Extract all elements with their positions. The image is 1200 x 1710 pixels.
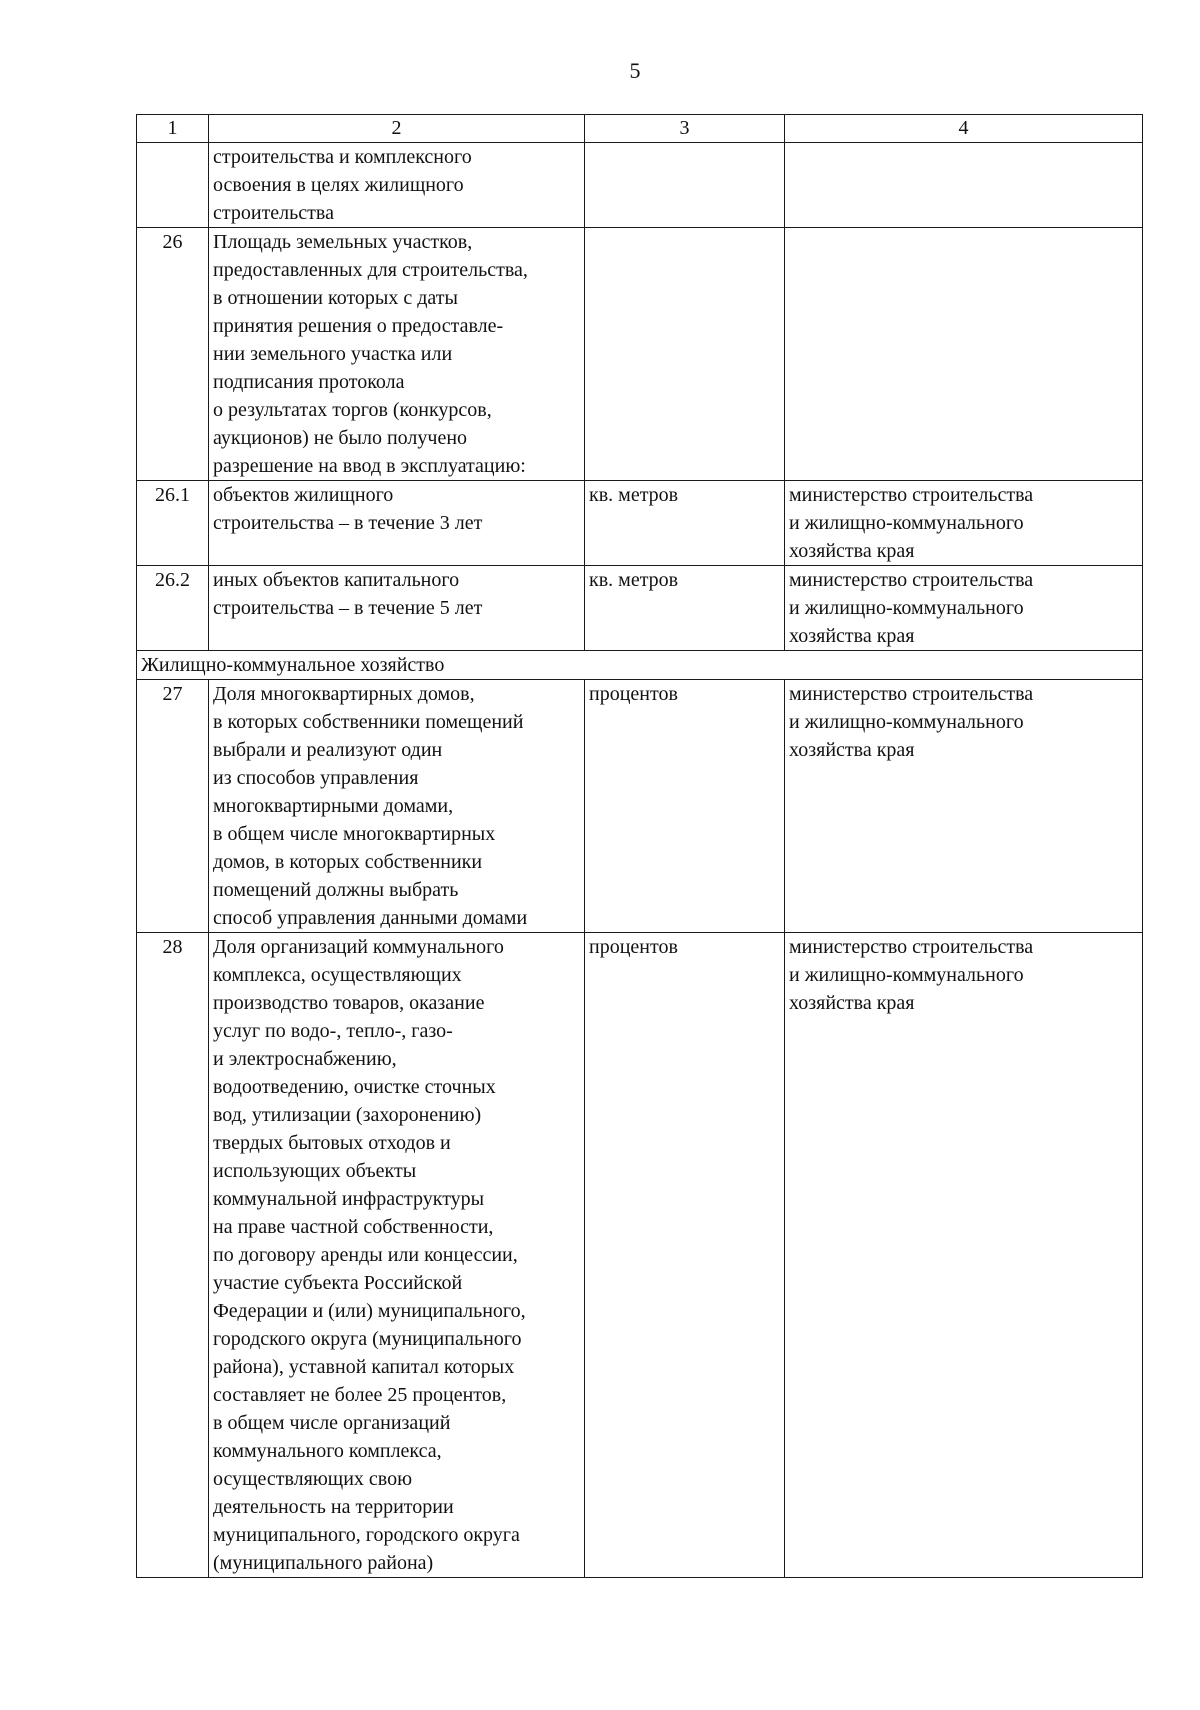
indicators-table <box>136 114 1143 1578</box>
section-row <box>137 651 1143 680</box>
table-row <box>137 143 1143 228</box>
indicator-cell: объектов жилищного строительства – в течение 3 лет <box>209 481 585 566</box>
table-row <box>137 228 1143 481</box>
column-header-4: 4 <box>785 115 1143 143</box>
row-number: 28 <box>137 933 209 1578</box>
indicator-cell: строительства и комплексного освоения в целях жилищного строительства <box>209 143 585 228</box>
row-number <box>137 143 209 228</box>
column-header-2: 2 <box>209 115 585 143</box>
row-number: 27 <box>137 680 209 933</box>
responsible-cell <box>785 228 1143 481</box>
row-number: 26 <box>137 228 209 481</box>
responsible-cell: министерство строительства и жилищно-коммунального хозяйства края <box>785 680 1143 933</box>
column-header-1: 1 <box>137 115 209 143</box>
responsible-cell: министерство строительства и жилищно-коммунального хозяйства края <box>785 933 1143 1578</box>
row-number: 26.1 <box>137 481 209 566</box>
unit-cell: процентов <box>585 680 785 933</box>
indicator-cell: иных объектов капитального строительства – в течение 5 лет <box>209 566 585 651</box>
section-title: Жилищно-коммунальное хозяйство <box>137 651 1143 680</box>
table-row <box>137 933 1143 1578</box>
indicator-cell: Доля многоквартирных домов, в которых собственники помещений выбрали и реализуют один из способов управления многоквартирными домами, в общем числе многоквартирных домов, в которых собственники помещений должны выбрать способ управления данными домами <box>209 680 585 933</box>
responsible-cell: министерство строительства и жилищно-коммунального хозяйства края <box>785 481 1143 566</box>
column-header-3: 3 <box>585 115 785 143</box>
indicator-cell: Доля организаций коммунального комплекса, осуществляющих производство товаров, оказание услуг по водо-, тепло-, газо- и электроснабжению, водоотведению, очистке сточных вод, утилизации (захоронению) твердых бытовых отходов и использующих объекты коммунальной инфраструктуры на праве частной собственности, по договору аренды или концессии, участие субъекта Российской Федерации и (или) муниципального, городского округа (муниципального района), уставной капитал которых составляет не более 25 процентов, в общем числе организаций коммунального комплекса, осуществляющих свою деятельность на территории муниципального, городского округа (муниципального района) <box>209 933 585 1578</box>
responsible-cell <box>785 143 1143 228</box>
table-row <box>137 566 1143 651</box>
unit-cell: кв. метров <box>585 481 785 566</box>
unit-cell <box>585 143 785 228</box>
page-number: 5 <box>629 58 641 83</box>
table-header-row <box>137 115 1143 143</box>
indicator-cell: Площадь земельных участков, предоставленных для строительства, в отношении которых с даты принятия решения о предоставле- нии земельного участка или подписания протокола о результатах торгов (конкурсов, аукционов) не было получено разрешение на ввод в эксплуатацию: <box>209 228 585 481</box>
table-row <box>137 680 1143 933</box>
row-number: 26.2 <box>137 566 209 651</box>
table-row <box>137 481 1143 566</box>
unit-cell <box>585 228 785 481</box>
unit-cell: процентов <box>585 933 785 1578</box>
responsible-cell: министерство строительства и жилищно-коммунального хозяйства края <box>785 566 1143 651</box>
unit-cell: кв. метров <box>585 566 785 651</box>
